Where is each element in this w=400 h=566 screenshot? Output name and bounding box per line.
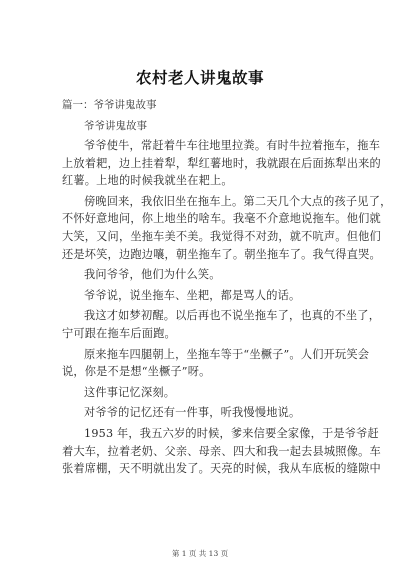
paragraph-line: 1953 年，我五六岁的时候，爹来信要全家像，于是爷爷赶 <box>84 426 379 440</box>
paragraph-line: 傍晚回来，我依旧坐在拖车上。第二天几个大点的孩子见了， <box>84 194 392 208</box>
paragraph <box>62 307 381 342</box>
paragraph <box>62 137 381 190</box>
paragraph <box>62 384 346 402</box>
paragraph-line: 宁可跟在拖车后面跑。 <box>62 326 176 340</box>
paragraph-line: 爷爷说，说坐拖车、坐耙，都是骂人的话。 <box>84 288 301 302</box>
paragraph-line: 着大车，拉着老奶、父亲、母亲、四大和我一起去县城照像。车 <box>62 444 381 458</box>
subheading: 爷爷讲鬼故事 <box>84 120 147 132</box>
paragraph-line: 还是坏笑，边跑边嚷，朝坐拖车了。朝坐拖车了。我气得直哭。 <box>62 247 381 261</box>
paragraph-line: 张着席棚，天不明就出发了。天亮的时候，我从车底板的缝隙中 <box>62 462 381 476</box>
paragraph-line: 红薯。上地的时候我就坐在耙上。 <box>62 174 233 188</box>
paragraph-line: 说，你是不是想“坐橛子”呀。 <box>62 365 211 379</box>
page-footer: 第 1 页 共 13 页 <box>171 549 229 558</box>
paragraph-line: 这件事记忆深刻。 <box>84 385 176 399</box>
paragraph-line: 我这才如梦初醒。以后再也不说坐拖车了，也真的不坐了， <box>84 309 381 323</box>
paragraph-line: 上放着耙，边上挂着犁，犁红薯地时，我就跟在后面拣犁出来的 <box>62 156 381 170</box>
paragraph-line: 对爷爷的记忆还有一件事，听我慢慢地说。 <box>84 406 301 420</box>
paragraph-line: 不怀好意地问，你上地坐的啥车。我毫不介意地说拖车。他们就 <box>62 212 381 226</box>
document-body <box>62 137 392 481</box>
paragraph <box>62 266 346 284</box>
paragraph <box>62 193 392 263</box>
paragraph <box>62 425 381 478</box>
paragraph-line: 原来拖车四腿朝上，坐拖车等于“坐橛子”。人们开玩笑会 <box>84 347 370 361</box>
paragraph <box>62 404 346 422</box>
paragraph-line: 我问爷爷，他们为什么笑。 <box>84 268 221 282</box>
document-title: 农村老人讲鬼故事 <box>135 68 264 87</box>
paragraph <box>62 346 370 381</box>
paragraph-line: 大笑，又问，坐拖车美不美。我觉得不对劲，就不吭声。但他们 <box>62 229 381 243</box>
paragraph <box>62 287 346 305</box>
paragraph-line: 爷爷使牛，常赶着牛车往地里拉粪。有时牛拉着拖车，拖车 <box>84 139 381 152</box>
section-heading: 篇一：爷爷讲鬼故事 <box>62 99 157 111</box>
